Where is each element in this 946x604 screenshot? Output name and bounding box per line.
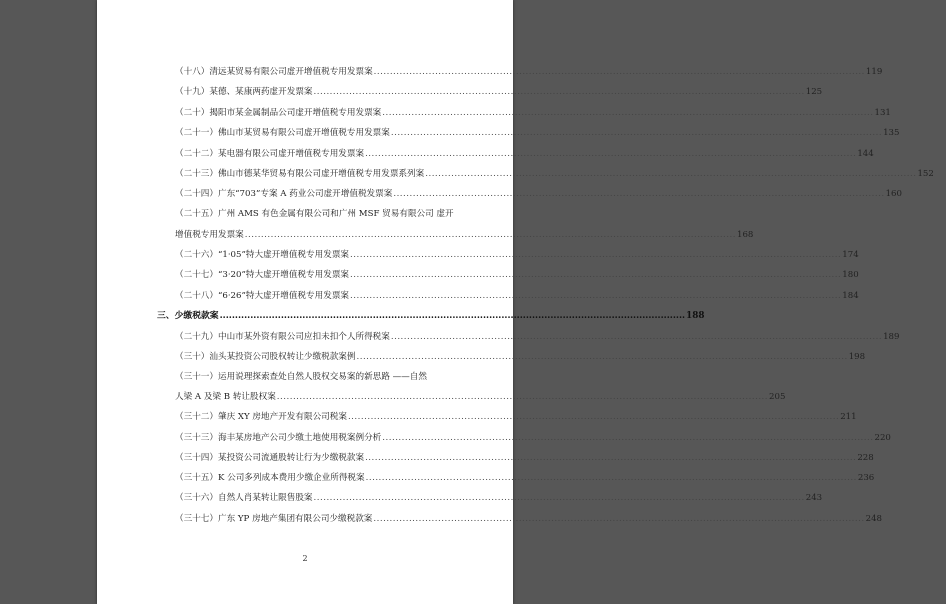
toc-page-number: 152 <box>917 169 934 179</box>
toc-entry[interactable] <box>175 371 465 383</box>
leader-dots <box>365 148 856 160</box>
toc-entry-label: （二十四）广东“703”专案 A 药业公司虚开增值税发票案 <box>175 189 393 199</box>
toc-entry-label: （二十七）“3·20”特大虚开增值税专用发票案 <box>175 270 350 280</box>
toc-page-number: 125 <box>805 87 823 97</box>
toc-entry-label: （二十一）佛山市某贸易有限公司虚开增值税专用发票案 <box>175 128 390 138</box>
toc-entry-label: （二十三）佛山市德某华贸易有限公司虚开增值税专用发票系列案 <box>175 169 425 179</box>
page-number-footer: 2 <box>302 554 308 563</box>
toc-entry-label: （二十五）广州 AMS 有色金属有限公司和广州 MSF 贸易有限公司 虚开 <box>175 209 454 219</box>
toc-page-number: 174 <box>842 250 859 260</box>
leader-dots <box>350 290 841 302</box>
toc-entry-label: （三十一）运用说理探索查处自然人股权交易案的新思路 ——自然 <box>175 372 427 382</box>
toc-entry-label: （十九）某德、某康两药虚开发票案 <box>175 87 313 97</box>
toc-page-number: 205 <box>769 392 786 402</box>
toc-entry-continuation[interactable] <box>175 229 754 241</box>
toc-page-number: 168 <box>737 230 754 240</box>
toc-entry[interactable] <box>175 513 883 525</box>
toc-page-number: 243 <box>805 493 823 503</box>
leader-dots <box>348 411 839 423</box>
toc-entry[interactable] <box>175 331 900 343</box>
toc-entry-label: （三十六）自然人肖某转让限售股案 <box>175 493 313 503</box>
toc-entry[interactable] <box>175 107 891 119</box>
toc-entry-label: （三十四）某投资公司流通股转让行为少缴税款案 <box>175 453 365 463</box>
section-title: 三、少缴税款案 <box>157 311 219 321</box>
toc-entry-label: （三十五）K 公司多列成本费用少缴企业所得税案 <box>175 473 365 483</box>
toc-entry-label: （十八）清远某贸易有限公司虚开增值税专用发票案 <box>175 67 373 77</box>
leader-dots <box>373 513 864 525</box>
leader-dots <box>245 229 736 241</box>
leader-dots <box>391 127 882 139</box>
leader-dots <box>314 86 805 98</box>
toc-entry-label: （二十八）“6·26”特大虚开增值税专用发票案 <box>175 291 350 301</box>
toc-page-number: 228 <box>857 453 874 463</box>
leader-dots <box>391 331 882 343</box>
toc-section-heading[interactable] <box>157 310 705 322</box>
toc-entry[interactable] <box>175 148 874 160</box>
toc-page-number: 220 <box>874 433 891 443</box>
toc-page-number: 135 <box>883 128 900 138</box>
toc-page-number: 236 <box>857 473 875 483</box>
toc-entry[interactable] <box>175 249 859 261</box>
toc-page-number: 119 <box>865 67 883 77</box>
leader-dots <box>277 391 768 403</box>
leader-dots <box>350 269 841 281</box>
leader-dots <box>350 249 841 261</box>
toc-entry[interactable] <box>175 290 859 302</box>
leader-dots <box>220 310 686 322</box>
toc-entry[interactable] <box>175 432 891 444</box>
toc-page-number: 248 <box>865 514 883 524</box>
toc-entry[interactable] <box>175 492 823 504</box>
toc-entry[interactable] <box>175 269 859 281</box>
toc-page-number: 188 <box>686 311 705 321</box>
toc-entry[interactable] <box>175 351 866 363</box>
toc-entry[interactable] <box>175 411 857 423</box>
toc-entry[interactable] <box>175 168 934 180</box>
toc-entry-label: （三十三）海丰某房地产公司少缴土地使用税案例分析 <box>175 433 382 443</box>
toc-entry[interactable] <box>175 127 900 139</box>
leader-dots <box>382 107 873 119</box>
toc-entry[interactable] <box>175 66 883 78</box>
leader-dots <box>382 432 873 444</box>
leader-dots <box>356 351 847 363</box>
document-page <box>97 0 934 604</box>
leader-dots <box>366 472 857 484</box>
toc-entry-label: （三十七）广东 YP 房地产集团有限公司少缴税款案 <box>175 514 373 524</box>
leader-dots <box>374 66 865 78</box>
toc-entry[interactable] <box>175 452 874 464</box>
leader-dots <box>314 492 805 504</box>
toc-entry-label: （二十九）中山市某外资有限公司应扣未扣个人所得税案 <box>175 332 390 342</box>
toc-entry-continuation[interactable] <box>175 391 786 403</box>
toc-page-number: 198 <box>848 352 866 362</box>
toc-entry-label: （三十）汕头某投资公司股权转让少缴税款案例 <box>175 352 356 362</box>
toc-entry-label: （二十二）某电器有限公司虚开增值税专用发票案 <box>175 149 365 159</box>
toc-entry[interactable] <box>175 472 875 484</box>
toc-page-number: 144 <box>857 149 874 159</box>
toc-entry-label: （二十）揭阳市某金属制品公司虚开增值税专用发票案 <box>175 108 382 118</box>
toc-page-number: 160 <box>885 189 902 199</box>
toc-entry[interactable] <box>175 208 465 220</box>
leader-dots <box>365 452 856 464</box>
toc-entry-label: 人梁 A 及梁 B 转让股权案 <box>175 392 276 402</box>
toc-entry-label: （三十二）肇庆 XY 房地产开发有限公司税案 <box>175 412 347 422</box>
leader-dots <box>393 188 884 200</box>
toc-page-number: 131 <box>874 108 891 118</box>
toc-entry-label: （二十六）“1·05”特大虚开增值税专用发票案 <box>175 250 350 260</box>
toc-entry-label: 增值税专用发票案 <box>175 230 244 240</box>
toc-page-number: 189 <box>883 332 900 342</box>
leader-dots <box>425 168 916 180</box>
toc-entry[interactable] <box>175 188 902 200</box>
toc-entry[interactable] <box>175 86 823 98</box>
toc-page-number: 184 <box>842 291 859 301</box>
toc-page-number: 180 <box>842 270 859 280</box>
toc-page-number: 211 <box>840 412 857 422</box>
